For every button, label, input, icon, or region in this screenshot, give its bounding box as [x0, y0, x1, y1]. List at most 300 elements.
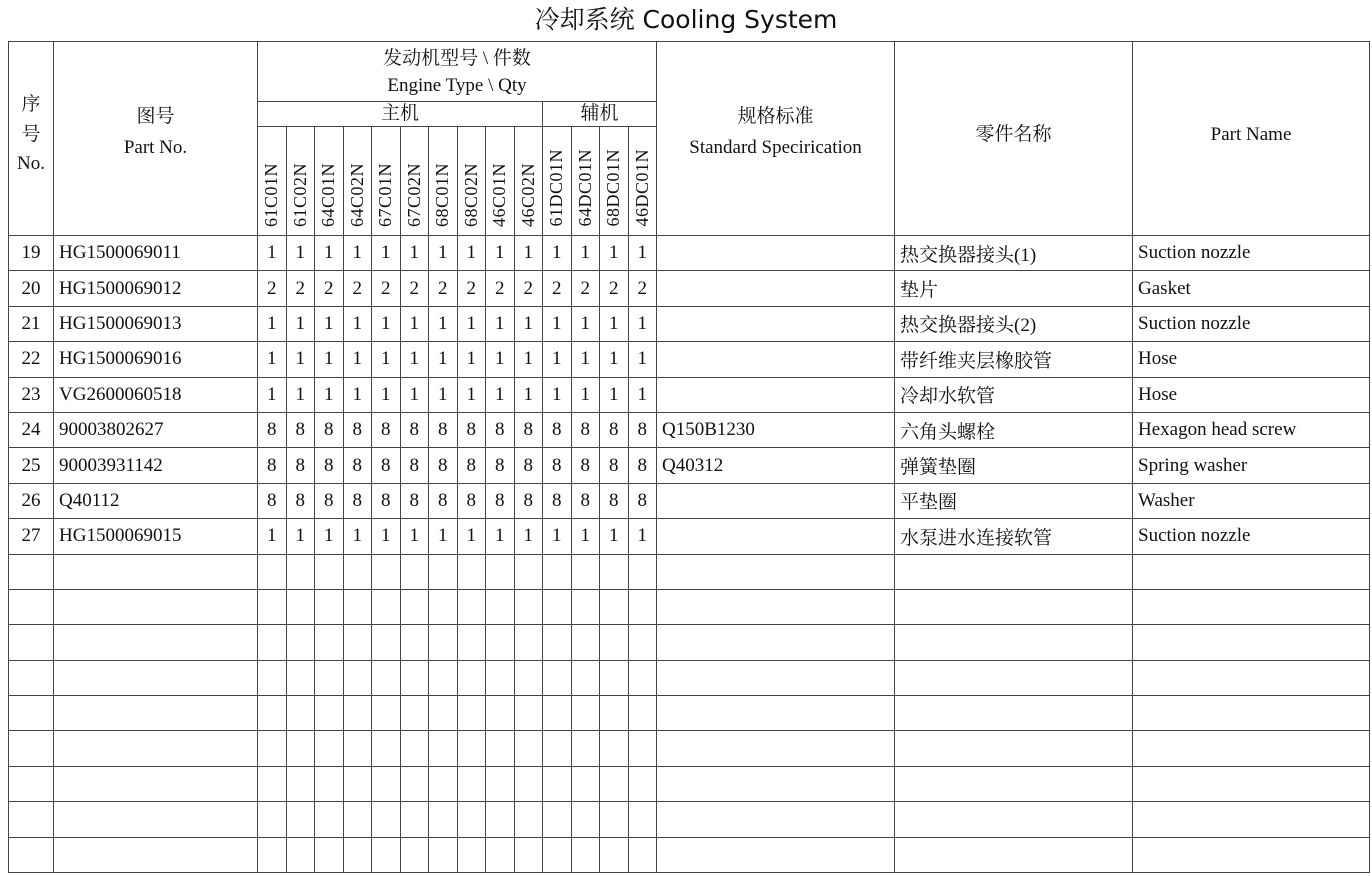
part-name-cn [895, 731, 1133, 766]
row-number [9, 625, 54, 660]
part-name-en: Spring washer [1133, 448, 1370, 483]
qty-cell [429, 625, 458, 660]
qty-cell [372, 696, 401, 731]
qty-cell [600, 731, 629, 766]
qty-cell [372, 625, 401, 660]
qty-cell: 8 [429, 483, 458, 518]
qty-cell: 8 [514, 448, 543, 483]
qty-cell: 1 [258, 236, 287, 271]
qty-cell [400, 802, 429, 837]
qty-cell [600, 766, 629, 801]
qty-cell: 8 [343, 412, 372, 447]
qty-cell: 2 [400, 271, 429, 306]
qty-cell [286, 802, 315, 837]
model-header [400, 127, 429, 236]
table-row [9, 448, 1370, 483]
qty-cell: 8 [400, 483, 429, 518]
qty-cell: 1 [429, 519, 458, 554]
qty-cell: 1 [514, 377, 543, 412]
qty-cell [571, 589, 600, 624]
qty-cell: 8 [343, 483, 372, 518]
qty-cell: 1 [372, 377, 401, 412]
qty-cell: 8 [543, 448, 572, 483]
qty-cell [400, 660, 429, 695]
table-row [9, 342, 1370, 377]
part-name-en [1133, 731, 1370, 766]
qty-cell: 8 [571, 448, 600, 483]
qty-cell: 1 [315, 519, 344, 554]
qty-cell: 2 [514, 271, 543, 306]
qty-cell [514, 696, 543, 731]
spec-cell: Q150B1230 [657, 412, 895, 447]
part-number: 90003931142 [54, 448, 258, 483]
table-row [9, 377, 1370, 412]
header-aux-engine: 辅机 [543, 102, 657, 127]
row-number: 21 [9, 306, 54, 341]
qty-cell: 1 [286, 519, 315, 554]
qty-cell [343, 837, 372, 872]
qty-cell: 2 [286, 271, 315, 306]
qty-cell: 1 [628, 236, 657, 271]
qty-cell [486, 660, 515, 695]
spec-cell [657, 306, 895, 341]
part-number: HG1500069011 [54, 236, 258, 271]
row-number: 20 [9, 271, 54, 306]
qty-cell: 1 [372, 342, 401, 377]
qty-cell: 1 [457, 306, 486, 341]
qty-cell: 8 [457, 412, 486, 447]
table-row [9, 766, 1370, 801]
qty-cell: 8 [372, 483, 401, 518]
qty-cell [372, 802, 401, 837]
qty-cell [400, 589, 429, 624]
qty-cell [486, 696, 515, 731]
qty-cell [600, 660, 629, 695]
part-name-cn: 热交换器接头(1) [895, 236, 1133, 271]
qty-cell: 2 [315, 271, 344, 306]
qty-cell: 1 [543, 519, 572, 554]
row-number: 23 [9, 377, 54, 412]
header-part-no [54, 42, 258, 236]
spec-cell [657, 554, 895, 589]
part-number [54, 696, 258, 731]
qty-cell [457, 696, 486, 731]
parts-table [8, 41, 1370, 873]
qty-cell: 1 [429, 342, 458, 377]
header-engine-cn: 发动机型号 \ 件数 [383, 47, 531, 69]
qty-cell: 1 [514, 306, 543, 341]
qty-cell: 1 [628, 377, 657, 412]
spec-cell [657, 731, 895, 766]
part-name-en: Suction nozzle [1133, 519, 1370, 554]
qty-cell: 8 [628, 412, 657, 447]
part-name-en: Suction nozzle [1133, 236, 1370, 271]
qty-cell: 1 [543, 306, 572, 341]
qty-cell [400, 766, 429, 801]
qty-cell [514, 554, 543, 589]
qty-cell [514, 766, 543, 801]
qty-cell: 8 [600, 412, 629, 447]
table-row [9, 731, 1370, 766]
qty-cell: 1 [514, 236, 543, 271]
part-number: HG1500069012 [54, 271, 258, 306]
qty-cell [543, 625, 572, 660]
part-name-cn [895, 837, 1133, 872]
part-name-cn [895, 554, 1133, 589]
qty-cell [571, 731, 600, 766]
qty-cell: 1 [372, 519, 401, 554]
row-number [9, 837, 54, 872]
row-number: 22 [9, 342, 54, 377]
part-name-en [1133, 837, 1370, 872]
qty-cell [486, 802, 515, 837]
page-title: 冷却系统 Cooling System [534, 5, 838, 34]
qty-cell [286, 731, 315, 766]
qty-cell: 8 [400, 412, 429, 447]
qty-cell: 2 [343, 271, 372, 306]
qty-cell: 8 [400, 448, 429, 483]
qty-cell: 8 [543, 483, 572, 518]
qty-cell [628, 660, 657, 695]
part-name-cn [895, 802, 1133, 837]
qty-cell [372, 731, 401, 766]
qty-cell: 1 [514, 342, 543, 377]
row-number: 26 [9, 483, 54, 518]
qty-cell [600, 625, 629, 660]
qty-cell [486, 837, 515, 872]
qty-cell [258, 696, 287, 731]
qty-cell: 1 [286, 377, 315, 412]
qty-cell: 1 [457, 342, 486, 377]
qty-cell: 1 [486, 236, 515, 271]
part-name-en: Hexagon head screw [1133, 412, 1370, 447]
qty-cell [628, 554, 657, 589]
qty-cell [514, 660, 543, 695]
table-row [9, 660, 1370, 695]
qty-cell: 1 [571, 306, 600, 341]
part-number: VG2600060518 [54, 377, 258, 412]
qty-cell [315, 660, 344, 695]
qty-cell: 1 [628, 519, 657, 554]
qty-cell: 8 [372, 448, 401, 483]
qty-cell: 8 [457, 448, 486, 483]
qty-cell: 1 [514, 519, 543, 554]
part-name-cn: 带纤维夹层橡胶管 [895, 342, 1133, 377]
model-label: 61DC01N [546, 149, 567, 227]
header-name-en: Part Name [1133, 42, 1370, 236]
spec-cell: Q40312 [657, 448, 895, 483]
qty-cell [315, 731, 344, 766]
model-label: 68C02N [460, 162, 481, 227]
qty-cell [628, 731, 657, 766]
qty-cell [429, 731, 458, 766]
part-name-cn: 平垫圈 [895, 483, 1133, 518]
qty-cell [514, 625, 543, 660]
qty-cell [258, 802, 287, 837]
row-number: 19 [9, 236, 54, 271]
part-name-cn [895, 589, 1133, 624]
part-name-en: Hose [1133, 342, 1370, 377]
qty-cell [429, 660, 458, 695]
qty-cell [514, 802, 543, 837]
row-number: 24 [9, 412, 54, 447]
qty-cell [258, 766, 287, 801]
header-spec-en: Standard Specirication [689, 137, 862, 158]
model-header [514, 127, 543, 236]
header-main-engine: 主机 [258, 102, 543, 127]
qty-cell: 1 [628, 342, 657, 377]
qty-cell [258, 554, 287, 589]
qty-cell: 1 [343, 236, 372, 271]
part-name-en [1133, 696, 1370, 731]
row-number: 27 [9, 519, 54, 554]
header-engine-en: Engine Type \ Qty [387, 74, 527, 96]
qty-cell: 8 [286, 412, 315, 447]
part-name-en [1133, 554, 1370, 589]
qty-cell: 8 [571, 483, 600, 518]
qty-cell: 1 [600, 236, 629, 271]
part-name-en: Suction nozzle [1133, 306, 1370, 341]
qty-cell [543, 589, 572, 624]
qty-cell: 8 [315, 483, 344, 518]
qty-cell [429, 837, 458, 872]
qty-cell [286, 696, 315, 731]
qty-cell [571, 660, 600, 695]
qty-cell [514, 837, 543, 872]
qty-cell [315, 766, 344, 801]
qty-cell: 1 [343, 519, 372, 554]
model-header [315, 127, 344, 236]
qty-cell [543, 802, 572, 837]
part-name-en [1133, 589, 1370, 624]
row-number [9, 589, 54, 624]
qty-cell: 8 [514, 483, 543, 518]
qty-cell: 1 [543, 236, 572, 271]
qty-cell: 8 [514, 412, 543, 447]
table-row [9, 271, 1370, 306]
qty-cell [571, 696, 600, 731]
qty-cell: 1 [571, 342, 600, 377]
qty-cell [571, 625, 600, 660]
qty-cell [315, 589, 344, 624]
qty-cell: 1 [571, 236, 600, 271]
qty-cell: 8 [258, 483, 287, 518]
model-header [543, 127, 572, 236]
qty-cell: 2 [543, 271, 572, 306]
model-label: 61C01N [261, 162, 282, 227]
qty-cell [315, 625, 344, 660]
qty-cell [628, 625, 657, 660]
qty-cell: 8 [628, 448, 657, 483]
qty-cell [343, 802, 372, 837]
qty-cell: 8 [457, 483, 486, 518]
part-name-cn [895, 696, 1133, 731]
model-label: 68C01N [432, 162, 453, 227]
qty-cell [457, 731, 486, 766]
qty-cell: 1 [286, 342, 315, 377]
qty-cell: 8 [571, 412, 600, 447]
qty-cell [457, 660, 486, 695]
qty-cell [486, 625, 515, 660]
qty-cell [400, 625, 429, 660]
qty-cell: 1 [343, 342, 372, 377]
part-number [54, 589, 258, 624]
spec-cell [657, 519, 895, 554]
qty-cell: 1 [571, 377, 600, 412]
qty-cell [286, 837, 315, 872]
table-row [9, 412, 1370, 447]
qty-cell [429, 696, 458, 731]
qty-cell: 1 [486, 306, 515, 341]
model-label: 64DC01N [574, 149, 595, 227]
qty-cell [457, 837, 486, 872]
qty-cell: 1 [343, 306, 372, 341]
qty-cell: 1 [628, 306, 657, 341]
row-number [9, 731, 54, 766]
model-header [486, 127, 515, 236]
part-number: HG1500069015 [54, 519, 258, 554]
part-name-en: Washer [1133, 483, 1370, 518]
model-label: 67C01N [375, 162, 396, 227]
qty-cell [372, 554, 401, 589]
part-name-en: Gasket [1133, 271, 1370, 306]
model-label: 61C02N [289, 162, 310, 227]
model-header [457, 127, 486, 236]
qty-cell [600, 837, 629, 872]
model-label: 46C02N [517, 162, 538, 227]
part-name-cn [895, 625, 1133, 660]
qty-cell [457, 589, 486, 624]
qty-cell: 1 [457, 236, 486, 271]
model-header [372, 127, 401, 236]
qty-cell: 8 [258, 448, 287, 483]
qty-cell: 2 [258, 271, 287, 306]
qty-cell [514, 589, 543, 624]
model-header [628, 127, 657, 236]
qty-cell: 1 [258, 342, 287, 377]
qty-cell [429, 589, 458, 624]
qty-cell: 8 [600, 483, 629, 518]
qty-cell [343, 625, 372, 660]
qty-cell: 1 [315, 236, 344, 271]
qty-cell: 1 [315, 306, 344, 341]
qty-cell: 1 [600, 519, 629, 554]
qty-cell: 1 [600, 377, 629, 412]
qty-cell [258, 731, 287, 766]
part-number: HG1500069016 [54, 342, 258, 377]
qty-cell: 1 [258, 377, 287, 412]
qty-cell [258, 837, 287, 872]
qty-cell: 1 [600, 342, 629, 377]
part-name-en: Hose [1133, 377, 1370, 412]
qty-cell: 1 [286, 306, 315, 341]
qty-cell [258, 660, 287, 695]
qty-cell [628, 589, 657, 624]
qty-cell: 1 [400, 519, 429, 554]
qty-cell [286, 554, 315, 589]
table-row [9, 837, 1370, 872]
spec-cell [657, 271, 895, 306]
table-row [9, 802, 1370, 837]
model-label: 46DC01N [631, 149, 652, 227]
qty-cell: 1 [372, 306, 401, 341]
qty-cell [286, 625, 315, 660]
qty-cell [400, 837, 429, 872]
part-number [54, 660, 258, 695]
row-number: 25 [9, 448, 54, 483]
qty-cell: 8 [286, 448, 315, 483]
model-header [258, 127, 287, 236]
qty-cell [343, 731, 372, 766]
qty-cell [486, 766, 515, 801]
part-name-cn: 水泵进水连接软管 [895, 519, 1133, 554]
qty-cell [486, 554, 515, 589]
qty-cell [600, 554, 629, 589]
model-header [600, 127, 629, 236]
qty-cell [543, 554, 572, 589]
qty-cell [543, 837, 572, 872]
table-row [9, 696, 1370, 731]
header-seq-cn: 序 号 [21, 94, 41, 145]
qty-cell [628, 837, 657, 872]
qty-cell: 1 [429, 236, 458, 271]
qty-cell: 8 [315, 448, 344, 483]
qty-cell [571, 554, 600, 589]
row-number [9, 554, 54, 589]
spec-cell [657, 483, 895, 518]
model-header [571, 127, 600, 236]
qty-cell: 8 [600, 448, 629, 483]
table-row [9, 306, 1370, 341]
qty-cell: 2 [571, 271, 600, 306]
qty-cell: 1 [429, 377, 458, 412]
qty-cell: 1 [486, 519, 515, 554]
model-header [286, 127, 315, 236]
qty-cell: 2 [372, 271, 401, 306]
part-name-cn [895, 766, 1133, 801]
qty-cell [343, 660, 372, 695]
part-name-cn: 热交换器接头(2) [895, 306, 1133, 341]
spec-cell [657, 377, 895, 412]
spec-cell [657, 589, 895, 624]
spec-cell [657, 802, 895, 837]
qty-cell [286, 660, 315, 695]
qty-cell: 8 [429, 448, 458, 483]
qty-cell [429, 766, 458, 801]
header-spec [657, 42, 895, 236]
qty-cell [315, 802, 344, 837]
qty-cell [514, 731, 543, 766]
qty-cell [372, 766, 401, 801]
spec-cell [657, 837, 895, 872]
row-number [9, 660, 54, 695]
qty-cell [457, 766, 486, 801]
qty-cell [571, 837, 600, 872]
qty-cell: 1 [429, 306, 458, 341]
part-number [54, 837, 258, 872]
qty-cell [372, 660, 401, 695]
qty-cell [571, 766, 600, 801]
qty-cell: 1 [457, 377, 486, 412]
qty-cell: 8 [343, 448, 372, 483]
qty-cell [343, 696, 372, 731]
qty-cell [286, 589, 315, 624]
qty-cell [286, 766, 315, 801]
qty-cell: 8 [286, 483, 315, 518]
qty-cell: 1 [543, 342, 572, 377]
header-partno-en: Part No. [123, 137, 188, 158]
part-name-en [1133, 660, 1370, 695]
